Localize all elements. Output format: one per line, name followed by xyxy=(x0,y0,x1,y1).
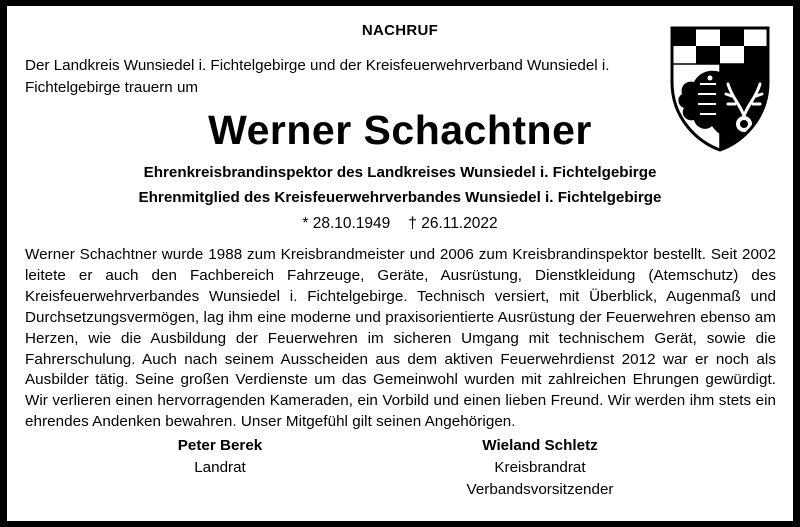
honor-title: Ehrenkreisbrandinspektor des Landkreises Wunsiedel i. Fichtelgebirge xyxy=(143,164,657,181)
signer-name: Peter Berek xyxy=(177,437,263,454)
death-date: † 26.11.2022 xyxy=(408,215,498,232)
signer-role-secondary: Verbandsvorsitzender xyxy=(466,481,614,498)
signer-role: Landrat xyxy=(194,459,246,476)
intro-text: Der Landkreis Wunsiedel i. Fichtelgebirge und der Kreisfeuerwehrverband Wunsiedel i. Fichtelgebirge trauern um xyxy=(25,57,610,96)
signature-block xyxy=(445,435,635,501)
signer-role: Kreisbrandrat xyxy=(494,459,586,476)
obituary-heading: NACHRUF xyxy=(361,22,439,39)
deceased-name: Werner Schachtner xyxy=(208,107,592,153)
honor-title: Ehrenmitglied des Kreisfeuerwehrverbandes Wunsiedel i. Fichtelgebirge xyxy=(138,189,662,206)
obituary-body: Werner Schachtner wurde 1988 zum Kreisbrandmeister und 2006 zum Kreisbrandinspektor bestellt. Seit 2002 leitete er auch den Fachbereich Fahrzeuge, Geräte, Ausrüstung, Dienstkleidung (Atemschutz) des Kreisfeuerwehrverbandes Wunsiedel i. Fichtelgebirge. Technisch versiert, mit Überblick, Augenmaß und Durchsetzungsvermögen, lag ihm eine moderne und praxisorientierte Ausrüstung der Feuerwehren ebenso am Herzen, wie die Ausbildung der Feuerwehren im sicheren Umgang mit technischem Gerät, sowie die Fahrerschulung. Auch nach seinem Ausscheiden aus dem aktiven Feuerwehrdienst 2012 war er noch als Ausbilder tätig. Seine großen Verdienste um das Gemeinwohl wurden mit zahlreichen Ehrungen gewürdigt. Wir verlieren einen hervorragenden Kameraden, ein Vorbild und einen lieben Freund. Wir werden ihm stets ein ehrendes Andenken bewahren. Unser Mitgefühl gilt seinen Angehörigen. xyxy=(25,246,776,431)
life-dates xyxy=(0,215,800,233)
signature-block xyxy=(140,435,300,479)
signer-name: Wieland Schletz xyxy=(482,437,598,454)
birth-date: * 28.10.1949 xyxy=(302,215,391,232)
